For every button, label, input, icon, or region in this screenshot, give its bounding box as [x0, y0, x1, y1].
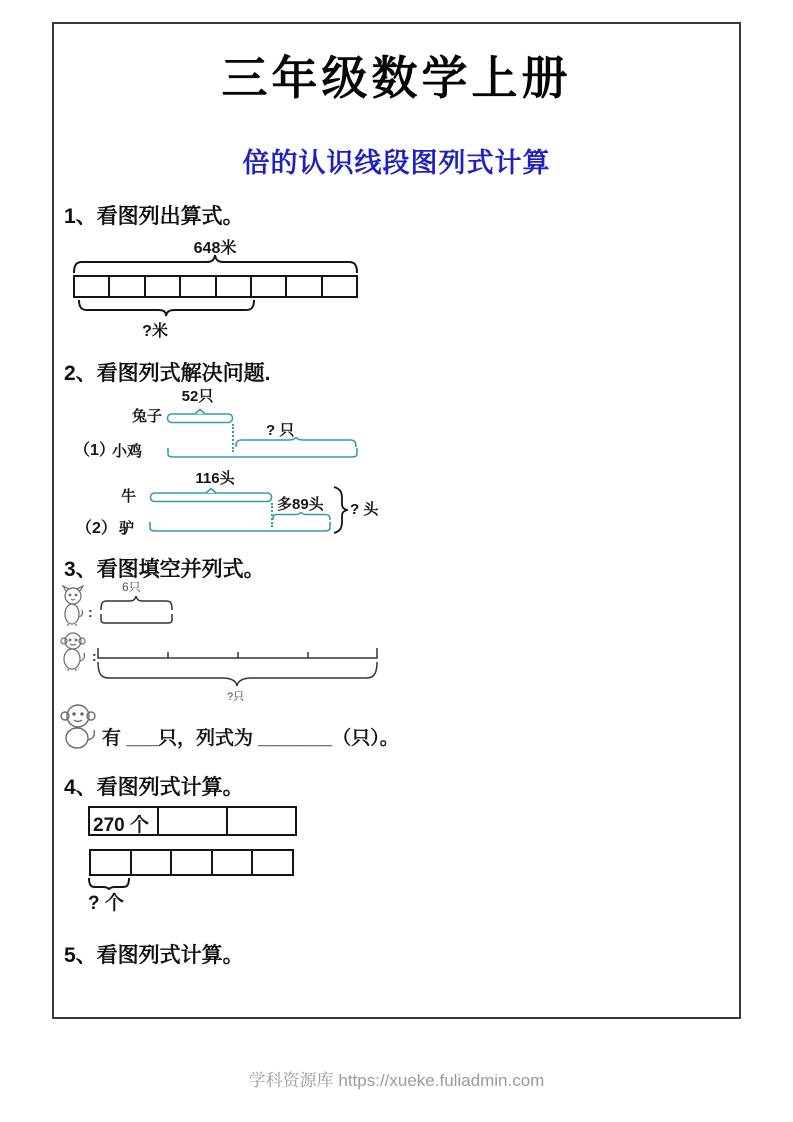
q1-total-label: 648米	[193, 240, 237, 257]
q2p1-question-label: ? 只	[266, 422, 295, 439]
q4-bar-top-label: 270 个	[93, 815, 149, 836]
q3-row2-brace	[97, 661, 378, 688]
q3-row2-line	[97, 648, 378, 659]
bar-cell	[321, 277, 356, 296]
q2p1-known-label: 52只	[181, 388, 214, 405]
bar-cell	[170, 851, 211, 874]
footer-link[interactable]: 学科资源库 https://xueke.fuliadmin.com	[248, 1071, 545, 1090]
q3-question-label: ?只	[227, 691, 245, 703]
q2p1-bottom-name: 小鸡	[112, 443, 143, 460]
q1-bar	[73, 275, 358, 298]
q2p2-top-segment	[149, 487, 273, 503]
bar-cell	[285, 277, 320, 296]
monkey-icon	[58, 631, 88, 671]
bar-cell	[108, 277, 143, 296]
q3-row1-segment	[100, 614, 173, 625]
page-subtitle: 倍的认识线段图列式计算	[242, 148, 551, 178]
q2p1-index: （1）	[74, 442, 115, 459]
bar-cell	[250, 277, 285, 296]
bar-cell	[75, 277, 108, 296]
bar-cell	[179, 277, 214, 296]
bar-cell	[251, 851, 292, 874]
q2p2-top-name: 牛	[121, 488, 137, 505]
q4-heading: 4、看图列式计算。	[64, 776, 244, 799]
bar-cell	[91, 851, 130, 874]
q1-heading: 1、看图列出算式。	[64, 205, 244, 228]
q2p1-question-brace	[235, 437, 357, 448]
q4-bar-bottom	[89, 849, 294, 876]
q3-row1-colon: :	[88, 604, 93, 620]
q5-heading: 5、看图列式计算。	[64, 944, 244, 967]
q2p2-vertical-brace	[332, 486, 348, 534]
q2-heading: 2、看图列式解决问题.	[64, 362, 271, 385]
q3-unit-label: 6只	[122, 580, 141, 594]
bar-cell	[211, 851, 252, 874]
q1-part-brace	[78, 299, 255, 317]
bar-cell	[144, 277, 179, 296]
q2p1-top-name: 兔子	[132, 408, 163, 425]
q2p2-more-brace	[272, 512, 331, 521]
q3-heading: 3、看图填空并列式。	[64, 558, 265, 581]
q3-fill-text: 有 ___只，列式为 _______（只）。	[102, 728, 399, 749]
monkey-icon	[54, 702, 102, 750]
q2p2-bottom-name: 驴	[119, 520, 135, 537]
q1-total-brace	[73, 254, 358, 274]
q2p2-bottom-segment	[149, 522, 331, 533]
bar-cell	[130, 851, 171, 874]
bar-cell	[226, 808, 295, 834]
cat-icon	[60, 585, 86, 627]
q3-row1-brace	[100, 596, 173, 611]
bar-cell	[215, 277, 250, 296]
page-title: 三年级数学上册	[221, 53, 572, 104]
q2p2-index: （2）	[76, 520, 117, 537]
bar-cell	[157, 808, 226, 834]
q1-part-label: ?米	[142, 323, 168, 340]
q2p2-question-label: ? 头	[350, 501, 379, 518]
footer	[0, 1066, 793, 1091]
q2p2-more-label: 多89头	[277, 496, 324, 513]
q3-row2-colon: :	[92, 648, 97, 664]
q4-question-label: ? 个	[88, 893, 124, 914]
q2p1-bottom-segment	[167, 448, 358, 459]
q2p1-top-segment	[166, 408, 234, 424]
q2p2-known-label: 116头	[195, 470, 235, 487]
